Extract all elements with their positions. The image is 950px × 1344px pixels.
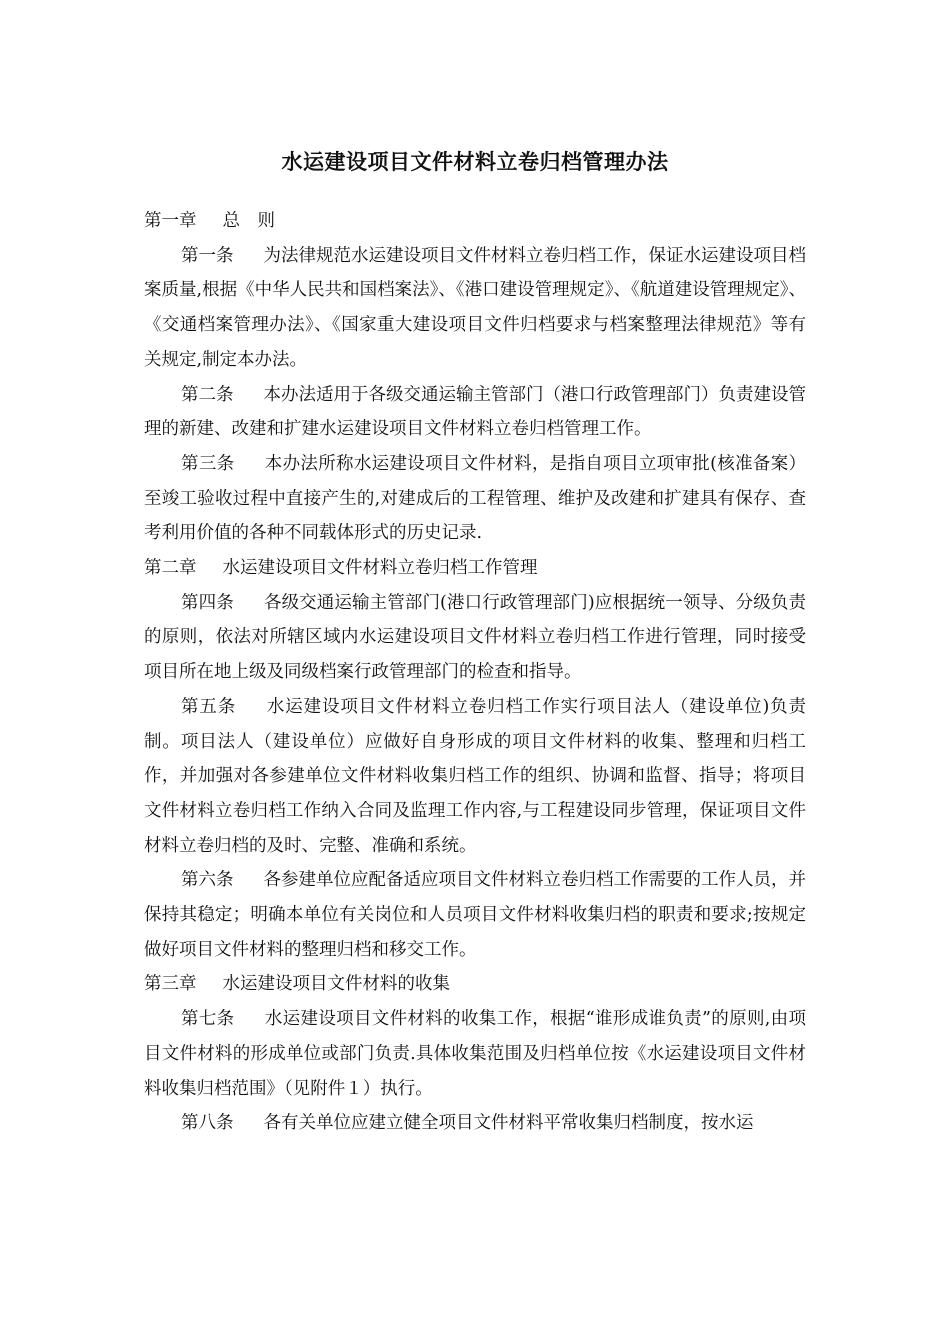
chapter-title: 总 则 (222, 211, 275, 231)
chapter-heading (144, 967, 806, 1002)
article-text: 水运建设项目文件材料立卷归档工作实行项目法人（建设单位)负责制。项目法人（建设单位）应做好自身形成的项目文件材料的收集、整理和归档工作，并加强对各参建单位文件材料收集归档工作的组织、协调和监督、指导；将项目文件材料立卷归档工作纳入合同及监理工作内容,与工程建设同步管理，保证项目文件材料立卷归档的及时、完整、准确和系统。 (144, 696, 806, 856)
chapter-number: 第三章 (144, 974, 197, 995)
article-text: 本办法适用于各级交通运输主管部门（港口行政管理部门）负责建设管理的新建、改建和扩建水运建设项目文件材料立卷归档管理工作。 (144, 384, 806, 440)
article-text: 各级交通运输主管部门(港口行政管理部门)应根据统一领导、分级负责的原则，依法对所辖区域内水运建设项目文件材料立卷归档工作进行管理，同时接受项目所在地上级及同级档案行政管理部门的检查和指导。 (144, 592, 807, 683)
article-text: 为法律规范水运建设项目文件材料立卷归档工作，保证水运建设项目档案质量,根据《中华人民共和国档案法》、《港口建设管理规定》、《航道建设管理规定》、《交通档案管理办法》、《国家重大建设项目文件归档要求与档案整理法律规范》等有关规定,制定本办法。 (144, 245, 806, 370)
article-number: 第六条 (181, 870, 234, 891)
article-number: 第五条 (181, 696, 237, 717)
article-number: 第三条 (181, 453, 235, 474)
article-paragraph (144, 239, 806, 378)
article-number: 第四条 (181, 592, 234, 613)
article-number: 第一条 (181, 245, 234, 266)
document-body (144, 204, 806, 1141)
chapter-title: 水运建设项目文件材料立卷归档工作管理 (222, 558, 538, 579)
article-text: 本办法所称水运建设项目文件材料，是指自项目立项审批(核准备案）至竣工验收过程中直接产生的,对建成后的工程管理、维护及改建和扩建具有保存、查考利用价值的各种不同载体形式的历史记录. (144, 453, 807, 544)
article-number: 第八条 (181, 1113, 234, 1134)
article-text: 各参建单位应配备适应项目文件材料立卷归档工作需要的工作人员，并保持其稳定；明确本单位有关岗位和人员项目文件材料收集归档的职责和要求;按规定做好项目文件材料的整理归档和移交工作。 (144, 870, 806, 960)
chapter-heading (144, 204, 806, 239)
document-title: 水运建设项目文件材料立卷归档管理办法 (281, 149, 669, 174)
article-paragraph (144, 378, 806, 447)
chapter-number: 第二章 (144, 558, 197, 579)
chapter-title: 水运建设项目文件材料的收集 (222, 974, 450, 995)
article-text: 水运建设项目文件材料的收集工作，根据“谁形成谁负责”的原则,由项目文件材料的形成单位或部门负责.具体收集范围及归档单位按《水运建设项目文件材料收集归档范围》（见附件１）执行。 (144, 1009, 806, 1099)
chapter-heading (144, 551, 806, 586)
article-paragraph (144, 447, 806, 551)
article-paragraph (144, 863, 806, 967)
article-paragraph (144, 690, 806, 864)
chapter-number: 第一章 (144, 211, 197, 231)
article-text: 各有关单位应建立健全项目文件材料平常收集归档制度，按水运 (263, 1113, 754, 1134)
article-paragraph (144, 586, 806, 690)
article-paragraph (144, 1002, 806, 1106)
article-paragraph (144, 1106, 806, 1141)
article-number: 第二条 (181, 384, 234, 405)
article-number: 第七条 (181, 1009, 235, 1030)
